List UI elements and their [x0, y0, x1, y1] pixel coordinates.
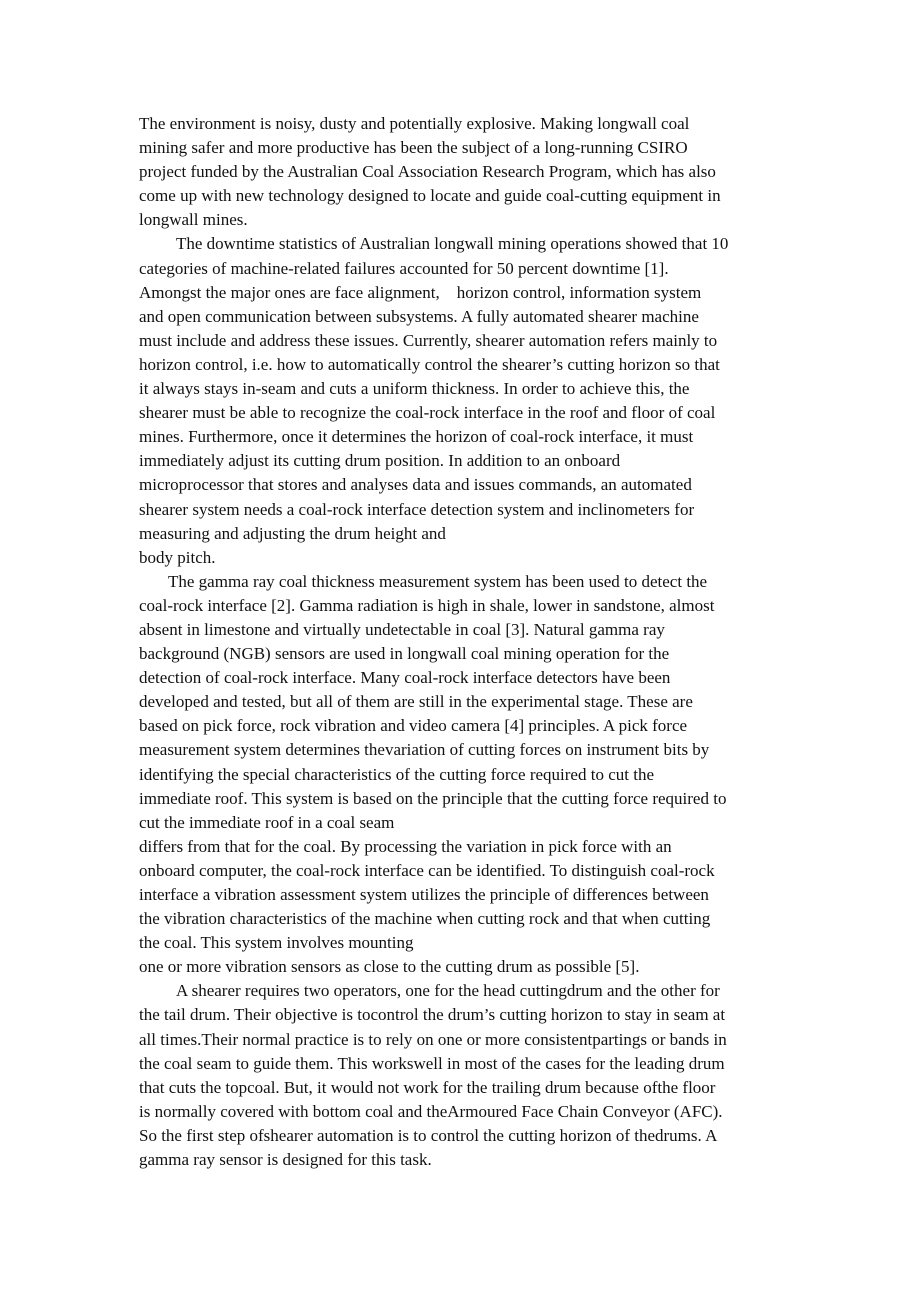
- paragraph-1: [139, 112, 787, 232]
- text-line: longwall mines.: [139, 210, 248, 230]
- text-line: immediately adjust its cutting drum position. In addition to an onboard: [139, 451, 621, 471]
- text-line: interface a vibration assessment system utilizes the principle of differences between: [139, 885, 709, 904]
- text-line: body pitch.: [139, 547, 216, 567]
- text-line: the vibration characteristics of the machine when cutting rock and that when cutting: [139, 909, 711, 929]
- text-line: the coal seam to guide them. This workswell in most of the cases for the leading drum: [139, 1053, 725, 1073]
- text-line: detection of coal-rock interface. Many coal-rock interface detectors have been: [139, 668, 671, 688]
- text-line: and open communication between subsystems. A fully automated shearer machine: [139, 306, 699, 326]
- text-line: one or more vibration sensors as close to the cutting drum as possible [5].: [139, 957, 640, 977]
- text-line: mining safer and more productive has been the subject of a long-running CSIRO: [139, 138, 688, 158]
- document-page: [139, 112, 787, 1172]
- text-line: identifying the special characteristics of the cutting force required to cut the: [139, 764, 654, 784]
- text-line: based on pick force, rock vibration and video camera [4] principles. A pick force: [139, 716, 688, 736]
- text-line: immediate roof. This system is based on the principle that the cutting force required to: [139, 788, 727, 808]
- text-line: differs from that for the coal. By processing the variation in pick force with an: [139, 836, 672, 856]
- text-line: developed and tested, but all of them are still in the experimental stage. These are: [139, 692, 693, 712]
- text-line: measurement system determines thevariation of cutting forces on instrument bits by: [139, 740, 710, 760]
- text-line: The environment is noisy, dusty and potentially explosive. Making longwall coal: [139, 114, 690, 133]
- paragraph-3: [139, 570, 787, 980]
- text-line: shearer system needs a coal-rock interface detection system and inclinometers for: [139, 499, 695, 519]
- text-line: mines. Furthermore, once it determines the horizon of coal-rock interface, it must: [139, 427, 694, 447]
- text-line: A shearer requires two operators, one for the head cuttingdrum and the other for: [176, 981, 720, 1001]
- paragraph-4: [139, 979, 787, 1172]
- text-line: gamma ray sensor is designed for this task.: [139, 1150, 432, 1170]
- paragraph-2: [139, 232, 787, 569]
- text-line: the tail drum. Their objective is tocontrol the drum’s cutting horizon to stay in seam at: [139, 1005, 726, 1025]
- text-line: Amongst the major ones are face alignment, horizon control, information system: [139, 282, 702, 302]
- text-line: categories of machine-related failures accounted for 50 percent downtime [1].: [139, 258, 669, 278]
- text-line: onboard computer, the coal-rock interface can be identified. To distinguish coal-rock: [139, 860, 715, 880]
- text-line: cut the immediate roof in a coal seam: [139, 812, 395, 832]
- text-line: The gamma ray coal thickness measurement system has been used to detect the: [168, 571, 708, 591]
- text-line: The downtime statistics of Australian longwall mining operations showed that 10: [176, 234, 729, 254]
- text-line: absent in limestone and virtually undetectable in coal [3]. Natural gamma ray: [139, 619, 665, 639]
- text-line: coal-rock interface [2]. Gamma radiation is high in shale, lower in sandstone, almost: [139, 595, 715, 615]
- text-line: So the first step ofshearer automation is to control the cutting horizon of thedrums. A: [139, 1125, 718, 1145]
- text-line: shearer must be able to recognize the coal-rock interface in the roof and floor of coal: [139, 403, 716, 423]
- text-line: horizon control, i.e. how to automatically control the shearer’s cutting horizon so that: [139, 354, 720, 374]
- text-line: microprocessor that stores and analyses data and issues commands, an automated: [139, 475, 692, 495]
- text-line: measuring and adjusting the drum height and: [139, 523, 446, 543]
- text-line: project funded by the Australian Coal Association Research Program, which has also: [139, 162, 716, 182]
- text-line: come up with new technology designed to locate and guide coal-cutting equipment in: [139, 186, 721, 206]
- text-line: the coal. This system involves mounting: [139, 933, 414, 953]
- text-line: must include and address these issues. Currently, shearer automation refers mainly to: [139, 330, 718, 350]
- text-line: is normally covered with bottom coal and theArmoured Face Chain Conveyor (AFC).: [139, 1101, 723, 1121]
- text-line: it always stays in-seam and cuts a uniform thickness. In order to achieve this, the: [139, 379, 690, 399]
- text-line: all times.Their normal practice is to rely on one or more consistentpartings or bands in: [139, 1029, 727, 1049]
- text-line: background (NGB) sensors are used in longwall coal mining operation for the: [139, 644, 670, 664]
- text-line: that cuts the topcoal. But, it would not work for the trailing drum because ofthe floor: [139, 1077, 716, 1097]
